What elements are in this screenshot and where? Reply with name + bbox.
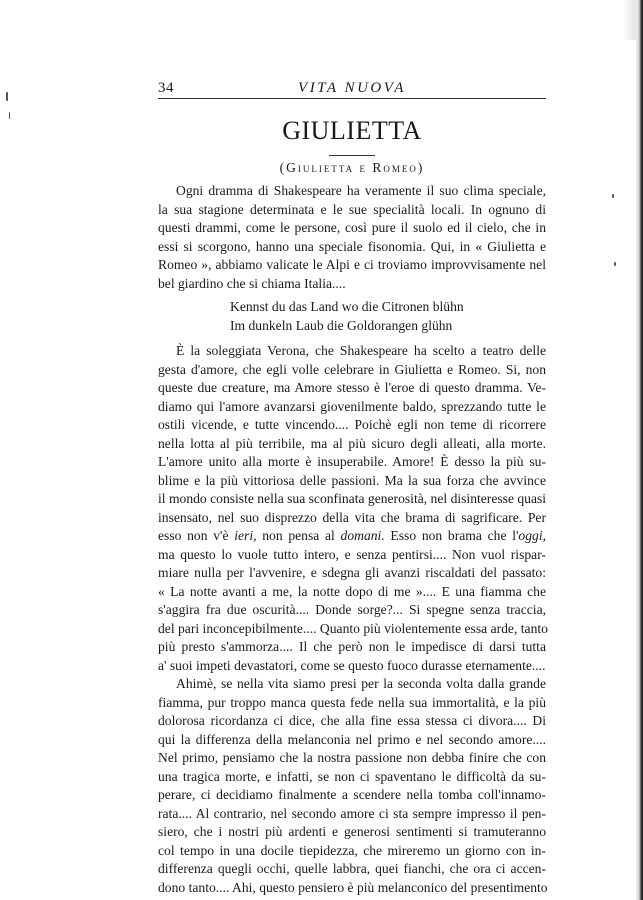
text-line: una tragica morte, e infatti, se non ci spaventano le difficoltà da su-	[158, 768, 546, 784]
scan-speck	[9, 112, 10, 119]
text-line: differenza quegli occhi, quelle labbra, quei fianchi, che ora ci accen-	[158, 861, 546, 876]
text-line: dono tanto.... Ahi, questo pensiero è più melanconico del presentimento	[158, 879, 548, 895]
text-line: miare nulla per l'avvenire, e sdegna gli avanzi riscaldati del passato:	[158, 565, 546, 580]
italic-word: ieri,	[234, 528, 257, 543]
text-line: « La notte avanti a me, la notte dopo di me ».... E una fiamma che	[158, 583, 546, 599]
text-run: esso non v'è	[158, 528, 235, 543]
text-line: L'amore unito alla morte è insuperabile. Amore! È desso la più su-	[158, 454, 546, 469]
text-line: s'aggira fra due oscurità.... Donde sorge?... Si spegne senza traccia,	[158, 602, 546, 617]
text-line	[158, 527, 546, 546]
scan-speck	[6, 92, 8, 101]
running-head: VITA NUOVA	[298, 80, 406, 96]
text-line: dolorosa ricordanza ci dice, che alla fine essa stessa ci divora.... Di	[158, 713, 546, 728]
article-title: GIULIETTA	[282, 116, 422, 145]
quote-line: Im dunkeln Laub die Goldorangen glühn	[230, 317, 453, 333]
text-line: Ogni dramma di Shakespeare ha veramente il suo clima speciale,	[176, 183, 546, 198]
text-line: qui la differenza della melanconia nel primo e nel secondo amore....	[158, 731, 546, 747]
text-line: diamo qui l'amore avanzarsi giovenilmente baldo, sprezzando tutte le	[158, 398, 546, 414]
italic-word: oggi,	[518, 528, 546, 543]
paragraph-3	[158, 675, 546, 897]
subtitle-conj: e	[359, 160, 367, 175]
text-line: È la soleggiata Verona, che Shakespeare ha scelto a teatro delle	[176, 343, 546, 358]
article-subtitle	[158, 160, 546, 176]
text-line: queste due creature, ma Amore stesso è l'eroe di questo dramma. Ve-	[158, 380, 546, 395]
text-run: non pensa al	[256, 528, 341, 543]
text-line: del pari inconcepibilmente.... Quanto più violentemente essa arde, tanto	[158, 620, 548, 636]
text-line: la sua stagione determinata e le sue specialità locali. In ognuno di	[158, 201, 546, 217]
title-rule	[329, 155, 375, 156]
text-run: Esso non brama che l'	[384, 528, 519, 543]
scan-speck	[612, 194, 614, 198]
text-line: blime e la più vittoriosa delle passioni. Ma la sua forza che avvince	[158, 472, 546, 488]
text-line: gesta d'amore, che egli volle celebrare in Giulietta e Romeo. Si, non	[158, 361, 546, 377]
quote-line: Kennst du das Land wo die Citronen blühn	[230, 299, 464, 314]
text-line: Nel primo, pensiamo che la nostra passione non debba finire che con	[158, 750, 546, 765]
text-line: più presto s'ammorza.... Il che però non le impedisce di darsi tutta	[158, 639, 546, 654]
paragraph-2	[158, 342, 546, 675]
text-line: ostili vicende, e tutte vincendo.... Poichè egli non teme di ricorrere	[158, 417, 546, 432]
text-line: perare, ci decidiamo finalmente a scendere nella tomba coll'innamo-	[158, 787, 546, 802]
subtitle-first: Giulietta	[286, 160, 355, 175]
scan-shadow	[624, 0, 636, 40]
subtitle-close: )	[417, 160, 425, 175]
paragraph-gap	[158, 335, 546, 342]
subtitle-open: (	[279, 160, 287, 175]
italic-word: domani.	[340, 528, 385, 543]
text-line: ma questo lo vuole tutto intero, e senza pentirsi.... Non vuol rispar-	[158, 546, 546, 562]
text-line: rata.... Al contrario, nel secondo amore ci sta sempre impresso il pen-	[158, 805, 546, 821]
subtitle-second: Romeo	[372, 160, 418, 175]
text-line: questi drammi, come le persone, così pure il suolo ed il cielo, che in	[158, 220, 546, 235]
text-line: Romeo », abbiamo valicate le Alpi e ci troviamo improvvisamente nel	[158, 257, 546, 272]
text-line: siero, che i nostri più ardenti e generosi sentimenti si tramuteranno	[158, 824, 546, 839]
text-line: Ahimè, se nella vita siamo presi per la seconda volta dalla grande	[176, 676, 546, 691]
text-line: il mondo consiste nella sua sconfinata generosità, nel disinteresse quasi	[158, 491, 547, 506]
text-line: insensato, nel suo disprezzo della vita che brama di sagrificare. Per	[158, 509, 546, 525]
text-line: a' suoi impeti devastatori, come se questo fuoco durasse eternamente....	[158, 657, 546, 673]
text-line: essi si scorgono, hanno una speciale fisonomia. Qui, in « Giulietta e	[158, 238, 546, 254]
body-text	[158, 182, 546, 897]
text-line: fiamma, pur troppo manca questa fede nella sua immortalità, e la più	[158, 694, 546, 710]
text-line: nella lotta al più terribile, ma al più sicuro degli alleati, alla morte.	[158, 435, 546, 451]
page-number: 34	[158, 80, 174, 96]
scan-speck	[614, 262, 616, 266]
page-header	[158, 76, 546, 99]
verse-quote	[158, 298, 546, 335]
text-line: col tempo in una docile tiepidezza, che mireremo un giorno con in-	[158, 842, 546, 858]
paragraph-1	[158, 182, 546, 293]
text-line: bel giardino che si chiama Italia....	[158, 275, 346, 291]
scan-edge	[636, 0, 643, 900]
